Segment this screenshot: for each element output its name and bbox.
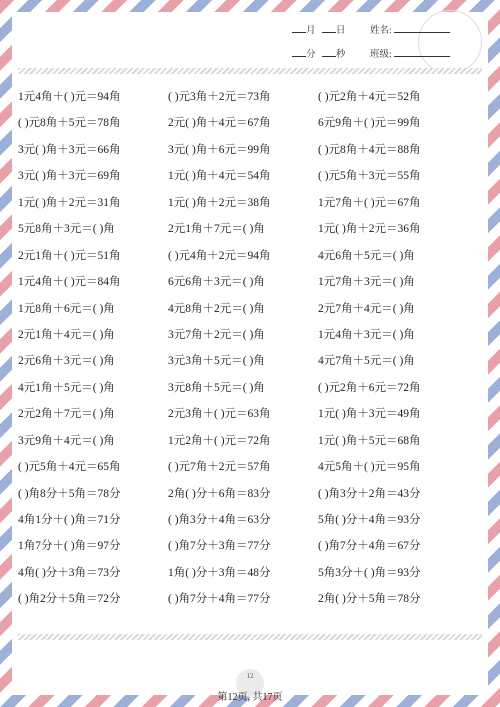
problem-item: 1元( )角＋3元＝49角 [318, 408, 421, 421]
problem-item: ( )元4角＋2元＝94角 [168, 249, 271, 262]
problem-item: 1元2角＋( )元＝72角 [168, 434, 271, 447]
minute-label: 分 [306, 50, 316, 60]
problem-item: 3元9角＋4元＝( )角 [18, 434, 115, 447]
problem-item: 3元3角＋5元＝( )角 [168, 355, 265, 368]
problem-item: 2角( )分＋5角＝78分 [318, 593, 421, 606]
problem-item: ( )元7角＋2元＝57角 [168, 461, 271, 474]
problem-row [18, 269, 468, 295]
problem-item: ( )元8角＋5元＝78角 [18, 117, 121, 130]
problem-row [18, 322, 468, 348]
problem-row [18, 243, 468, 269]
problem-row [18, 586, 468, 612]
problem-row [18, 190, 468, 216]
problem-item: 1元7角＋3元＝( )角 [318, 276, 415, 289]
problem-item: 5角3分＋( )角＝93分 [318, 566, 421, 579]
problem-row [18, 110, 468, 136]
class-label: 班级: [370, 50, 392, 60]
problem-item: 2角( )分＋6角＝83分 [168, 487, 271, 500]
problem-item: 6元6角＋3元＝( )角 [168, 276, 265, 289]
problem-item: ( )元2角＋4元＝52角 [318, 91, 421, 103]
problem-row [18, 507, 468, 533]
page-footer: 第12页, 共17页 [217, 692, 283, 703]
problem-item: ( )角3分＋2角＝43分 [318, 487, 421, 500]
problem-item: 1角7分＋( )角＝97分 [18, 540, 121, 553]
problem-row [18, 375, 468, 401]
class-field [370, 46, 450, 60]
problem-item: 5角( )分＋4角＝93分 [318, 514, 421, 526]
date-field [292, 22, 345, 36]
second-label: 秒 [335, 50, 346, 60]
day-label: 日 [335, 26, 346, 36]
problem-item: 3元( )角＋3元＝69角 [18, 170, 121, 183]
problem-item: 1元4角＋( )元＝94角 [18, 91, 121, 103]
problem-item: 1角( )分＋3角＝48分 [168, 566, 271, 579]
problem-item: 4元5角＋( )元＝95角 [318, 461, 421, 474]
problem-row [18, 84, 468, 110]
problem-item: 2元( )角＋4元＝67角 [168, 117, 271, 130]
problem-item: 4元6角＋5元＝( )角 [318, 249, 415, 262]
problem-item: 2元2角＋7元＝( )角 [18, 408, 115, 421]
problem-item: 3元7角＋2元＝( )角 [168, 328, 265, 341]
problem-item: 2元6角＋3元＝( )角 [18, 355, 115, 368]
problem-row [18, 533, 468, 559]
problem-item: 1元7角＋( )元＝67角 [318, 196, 421, 209]
problem-item: ( )元2角＋6元＝72角 [318, 381, 421, 394]
problem-item: 1元4角＋( )元＝84角 [18, 276, 121, 289]
problem-item: ( )角8分＋5角＝78分 [18, 487, 121, 500]
top-divider [18, 68, 482, 74]
problem-row [18, 216, 468, 242]
problem-item: 1元( )角＋2元＝38角 [168, 196, 271, 209]
problem-row [18, 137, 468, 163]
problem-item: 1元( )角＋2元＝36角 [318, 223, 421, 236]
problem-row [18, 401, 468, 427]
problem-item: ( )角7分＋3角＝77分 [168, 540, 271, 553]
problem-item: 5元8角＋3元＝( )角 [18, 223, 115, 236]
problem-item: ( )元5角＋4元＝65角 [18, 461, 121, 474]
problem-item: 4元8角＋2元＝( )角 [168, 302, 265, 315]
problem-item: 1元( )角＋5元＝68角 [318, 434, 421, 447]
problem-item: 4元7角＋5元＝( )角 [318, 355, 415, 368]
name-field [370, 22, 450, 36]
problem-item: 1元( )角＋4元＝54角 [168, 170, 271, 183]
problem-item: ( )元8角＋4元＝88角 [318, 143, 421, 156]
minute-blank[interactable] [292, 47, 306, 57]
problem-item: 2元1角＋7元＝( )角 [168, 223, 265, 236]
time-field [292, 46, 345, 60]
problem-item: 3元8角＋5元＝( )角 [168, 381, 265, 394]
problem-item: 2元1角＋( )元＝51角 [18, 249, 121, 262]
problem-row [18, 481, 468, 507]
problem-item: 2元7角＋4元＝( )角 [318, 302, 415, 315]
problem-row [18, 560, 468, 586]
problem-item: ( )元3角＋2元＝73角 [168, 91, 271, 103]
problem-item: ( )角3分＋4角＝63分 [168, 514, 271, 526]
day-blank[interactable] [322, 23, 336, 33]
bottom-divider [18, 634, 482, 640]
problem-item: ( )角2分＋5角＝72分 [18, 593, 121, 606]
problem-item: 1元( )角＋2元＝31角 [18, 196, 121, 209]
worksheet-page [12, 12, 488, 703]
page-number: 12 [246, 672, 254, 680]
problem-row [18, 454, 468, 480]
problem-grid [18, 84, 468, 613]
problem-item: 6元9角＋( )元＝99角 [318, 117, 421, 130]
problem-item: 4角( )分＋3角＝73分 [18, 566, 121, 579]
problem-item: ( )角7分＋4角＝67分 [318, 540, 421, 553]
problem-item: 4角1分＋( )角＝71分 [18, 514, 121, 526]
name-label: 姓名: [370, 26, 392, 36]
problem-item: 3元( )角＋6元＝99角 [168, 143, 271, 156]
name-blank[interactable] [394, 23, 450, 33]
problem-item: 3元( )角＋3元＝66角 [18, 143, 121, 156]
problem-row [18, 163, 468, 189]
class-blank[interactable] [394, 47, 450, 57]
month-label: 月 [306, 26, 316, 36]
problem-item: 2元1角＋4元＝( )角 [18, 328, 115, 341]
month-blank[interactable] [292, 23, 306, 33]
problem-item: 1元8角＋6元＝( )角 [18, 302, 115, 315]
problem-item: ( )元5角＋3元＝55角 [318, 170, 421, 183]
problem-row [18, 428, 468, 454]
second-blank[interactable] [322, 47, 336, 57]
problem-item: 4元1角＋5元＝( )角 [18, 381, 115, 394]
problem-item: ( )角7分＋4角＝77分 [168, 593, 271, 606]
problem-row [18, 296, 468, 322]
problem-row [18, 348, 468, 374]
problem-item: 1元4角＋3元＝( )角 [318, 328, 415, 341]
problem-item: 2元3角＋( )元＝63角 [168, 408, 271, 421]
